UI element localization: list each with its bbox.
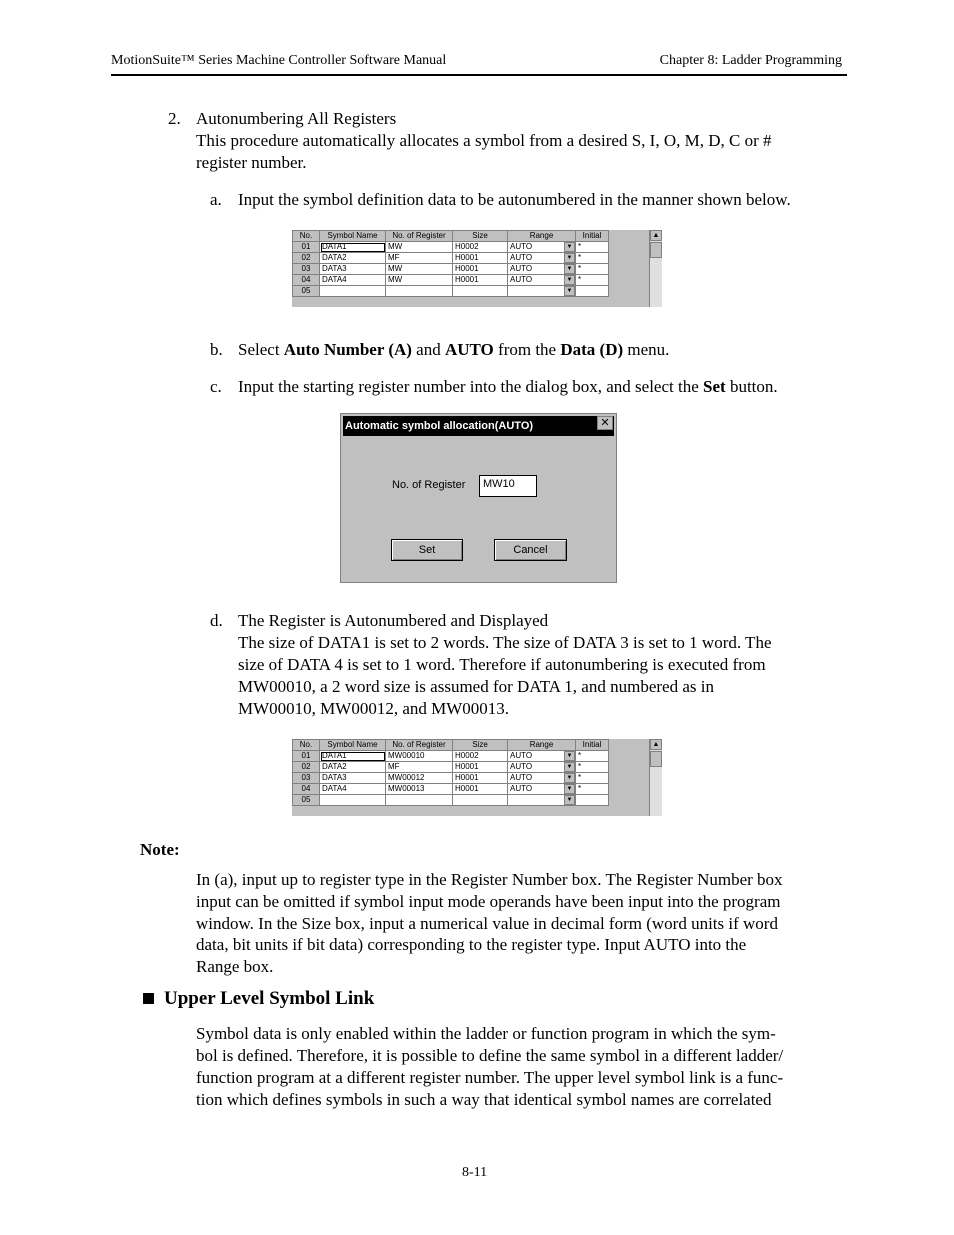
section-line: bol is defined. Therefore, it is possible to define the same symbol in a different ladder/ — [196, 1046, 784, 1065]
table-row — [293, 762, 609, 773]
range-value: AUTO — [510, 762, 533, 771]
step-text: Input the symbol definition data to be autonumbered in the manner shown below. — [238, 190, 791, 209]
table-row — [293, 242, 609, 253]
initial-cell[interactable]: * — [576, 762, 609, 773]
size-cell[interactable]: H0001 — [453, 264, 508, 275]
range-cell[interactable] — [508, 773, 576, 784]
register-cell[interactable]: MW — [386, 275, 453, 286]
scroll-thumb[interactable] — [650, 751, 662, 767]
size-cell[interactable] — [453, 795, 508, 806]
item-number: 2. — [168, 109, 181, 128]
initial-cell[interactable]: * — [576, 773, 609, 784]
range-value: AUTO — [510, 773, 533, 782]
column-header: Initial — [576, 231, 609, 242]
symbol-name-cell[interactable]: DATA3 — [320, 264, 386, 275]
table-row — [293, 751, 609, 762]
register-cell[interactable]: MW00013 — [386, 784, 453, 795]
row-number: 01 — [293, 751, 320, 762]
initial-cell[interactable]: * — [576, 253, 609, 264]
item-title: Autonumbering All Registers — [196, 109, 397, 128]
dropdown-arrow-icon[interactable]: ▼ — [564, 795, 575, 805]
auto-symbol-dialog — [340, 413, 617, 583]
step-title: The Register is Autonumbered and Displayed — [238, 611, 549, 630]
table-row — [293, 773, 609, 784]
symbol-name-cell[interactable]: DATA1 — [320, 242, 386, 253]
item-line: This procedure automatically allocates a symbol from a desired S, I, O, M, D, C or # — [196, 131, 772, 150]
row-number: 04 — [293, 784, 320, 795]
dropdown-arrow-icon[interactable]: ▼ — [564, 762, 575, 772]
column-header: Symbol Name — [320, 231, 386, 242]
size-cell[interactable]: H0002 — [453, 242, 508, 253]
note-line: Range box. — [196, 957, 274, 976]
table-row — [293, 253, 609, 264]
step-line: The size of DATA1 is set to 2 words. The size of DATA 3 is set to 1 word. The — [238, 633, 772, 652]
initial-cell[interactable]: * — [576, 242, 609, 253]
column-header: No. of Register — [386, 740, 453, 751]
set-button[interactable]: Set — [391, 539, 463, 561]
row-number: 01 — [293, 242, 320, 253]
column-header: No. — [293, 231, 320, 242]
note-line: input can be omitted if symbol input mode operands have been input into the program — [196, 892, 781, 911]
range-cell[interactable] — [508, 275, 576, 286]
section-title: Upper Level Symbol Link — [164, 988, 375, 1009]
size-cell[interactable]: H0001 — [453, 773, 508, 784]
step-text: Input the starting register number into the dialog box, and select the Set button. — [238, 377, 778, 396]
table-row — [293, 286, 609, 297]
register-cell[interactable] — [386, 286, 453, 297]
range-value: AUTO — [510, 264, 533, 273]
item-line: register number. — [196, 153, 307, 172]
column-header: Initial — [576, 740, 609, 751]
column-header: Range — [508, 231, 576, 242]
row-number: 05 — [293, 286, 320, 297]
dropdown-arrow-icon[interactable]: ▼ — [564, 264, 575, 274]
size-cell[interactable]: H0001 — [453, 275, 508, 286]
range-cell[interactable] — [508, 264, 576, 275]
dropdown-arrow-icon[interactable]: ▼ — [564, 784, 575, 794]
column-header: Symbol Name — [320, 740, 386, 751]
page-number: 8-11 — [462, 1165, 488, 1180]
step-letter: b. — [210, 340, 223, 359]
register-input[interactable]: MW10 — [479, 475, 537, 497]
step-text: Select Auto Number (A) and AUTO from the Data (D) menu. — [238, 340, 670, 359]
row-number: 05 — [293, 795, 320, 806]
range-cell[interactable] — [508, 286, 576, 297]
range-value: AUTO — [510, 275, 533, 284]
range-cell[interactable] — [508, 253, 576, 264]
symbol-name-cell[interactable]: DATA4 — [320, 784, 386, 795]
symbol-name-cell[interactable]: DATA2 — [320, 762, 386, 773]
dropdown-arrow-icon[interactable]: ▼ — [564, 275, 575, 285]
initial-cell[interactable] — [576, 286, 609, 297]
column-header: No. of Register — [386, 231, 453, 242]
note-line: In (a), input up to register type in the Register Number box. The Register Number box — [196, 870, 783, 889]
step-line: MW00010, a 2 word size is assumed for DATA 1, and numbered as in — [238, 677, 714, 696]
range-value: AUTO — [510, 253, 533, 262]
dropdown-arrow-icon[interactable]: ▼ — [564, 773, 575, 783]
row-number: 02 — [293, 762, 320, 773]
size-cell[interactable] — [453, 286, 508, 297]
scroll-up-icon[interactable]: ▲ — [650, 230, 662, 241]
register-cell[interactable]: MW — [386, 242, 453, 253]
header-rule — [111, 74, 847, 76]
cancel-button[interactable]: Cancel — [494, 539, 567, 561]
note-line: data, bit units if bit data) corresponding to the register type. Input AUTO into the — [196, 935, 747, 954]
symbol-name-cell[interactable]: DATA1 — [320, 751, 386, 762]
section-line: Symbol data is only enabled within the ladder or function program in which the sym- — [196, 1024, 776, 1043]
header-manual-title: MotionSuite™ Series Machine Controller Software Manual — [111, 53, 447, 68]
initial-cell[interactable]: * — [576, 784, 609, 795]
step-letter: a. — [210, 190, 222, 209]
vertical-scrollbar[interactable] — [649, 739, 662, 816]
dropdown-arrow-icon[interactable]: ▼ — [564, 242, 575, 252]
step-line: MW00010, MW00012, and MW00013. — [238, 699, 510, 718]
dropdown-arrow-icon[interactable]: ▼ — [564, 286, 575, 296]
register-cell[interactable]: MF — [386, 253, 453, 264]
column-header: Size — [453, 231, 508, 242]
register-label: No. of Register — [392, 479, 466, 491]
column-header: No. — [293, 740, 320, 751]
scroll-up-icon[interactable]: ▲ — [650, 739, 662, 750]
section-heading — [143, 988, 374, 1010]
step-letter: d. — [210, 611, 223, 630]
range-cell[interactable] — [508, 762, 576, 773]
scroll-thumb[interactable] — [650, 242, 662, 258]
section-line: tion which defines symbols in such a way that identical symbol names are correlated — [196, 1090, 772, 1109]
table-row — [293, 784, 609, 795]
dropdown-arrow-icon[interactable]: ▼ — [564, 751, 575, 761]
initial-cell[interactable]: * — [576, 275, 609, 286]
square-bullet-icon — [143, 993, 154, 1004]
table-row — [293, 275, 609, 286]
step-line: size of DATA 4 is set to 1 word. Therefore if autonumbering is executed from — [238, 655, 766, 674]
symbol-name-cell[interactable] — [320, 286, 386, 297]
range-cell[interactable] — [508, 242, 576, 253]
initial-cell[interactable] — [576, 795, 609, 806]
row-number: 04 — [293, 275, 320, 286]
register-cell[interactable]: MW00010 — [386, 751, 453, 762]
symbol-name-cell[interactable]: DATA4 — [320, 275, 386, 286]
row-number: 02 — [293, 253, 320, 264]
step-letter: c. — [210, 377, 222, 396]
symbol-grid-after — [292, 739, 662, 816]
row-number: 03 — [293, 264, 320, 275]
range-value: AUTO — [510, 751, 533, 760]
symbol-name-cell[interactable]: DATA2 — [320, 253, 386, 264]
range-cell[interactable] — [508, 784, 576, 795]
initial-cell[interactable]: * — [576, 264, 609, 275]
register-cell[interactable] — [386, 795, 453, 806]
symbol-grid-before — [292, 230, 662, 307]
dialog-title: Automatic symbol allocation(AUTO) — [343, 416, 614, 436]
register-cell[interactable]: MF — [386, 762, 453, 773]
table-row — [293, 264, 609, 275]
row-number: 03 — [293, 773, 320, 784]
size-cell[interactable]: H0001 — [453, 784, 508, 795]
note-line: window. In the Size box, input a numerical value in decimal form (word units if word — [196, 914, 778, 933]
column-header: Size — [453, 740, 508, 751]
register-cell[interactable]: MW — [386, 264, 453, 275]
range-value: AUTO — [510, 784, 533, 793]
table-row — [293, 795, 609, 806]
symbol-name-cell[interactable]: DATA3 — [320, 773, 386, 784]
range-cell[interactable] — [508, 751, 576, 762]
vertical-scrollbar[interactable] — [649, 230, 662, 307]
size-cell[interactable]: H0001 — [453, 762, 508, 773]
header-chapter: Chapter 8: Ladder Programming — [659, 53, 842, 68]
symbol-name-cell[interactable] — [320, 795, 386, 806]
close-icon[interactable]: ✕ — [597, 416, 613, 430]
range-value: AUTO — [510, 242, 533, 251]
section-line: function program at a different register number. The upper level symbol link is a func- — [196, 1068, 784, 1087]
dropdown-arrow-icon[interactable]: ▼ — [564, 253, 575, 263]
range-cell[interactable] — [508, 795, 576, 806]
size-cell[interactable]: H0002 — [453, 751, 508, 762]
register-cell[interactable]: MW00012 — [386, 773, 453, 784]
initial-cell[interactable]: * — [576, 751, 609, 762]
note-label: Note: — [140, 840, 180, 859]
size-cell[interactable]: H0001 — [453, 253, 508, 264]
column-header: Range — [508, 740, 576, 751]
